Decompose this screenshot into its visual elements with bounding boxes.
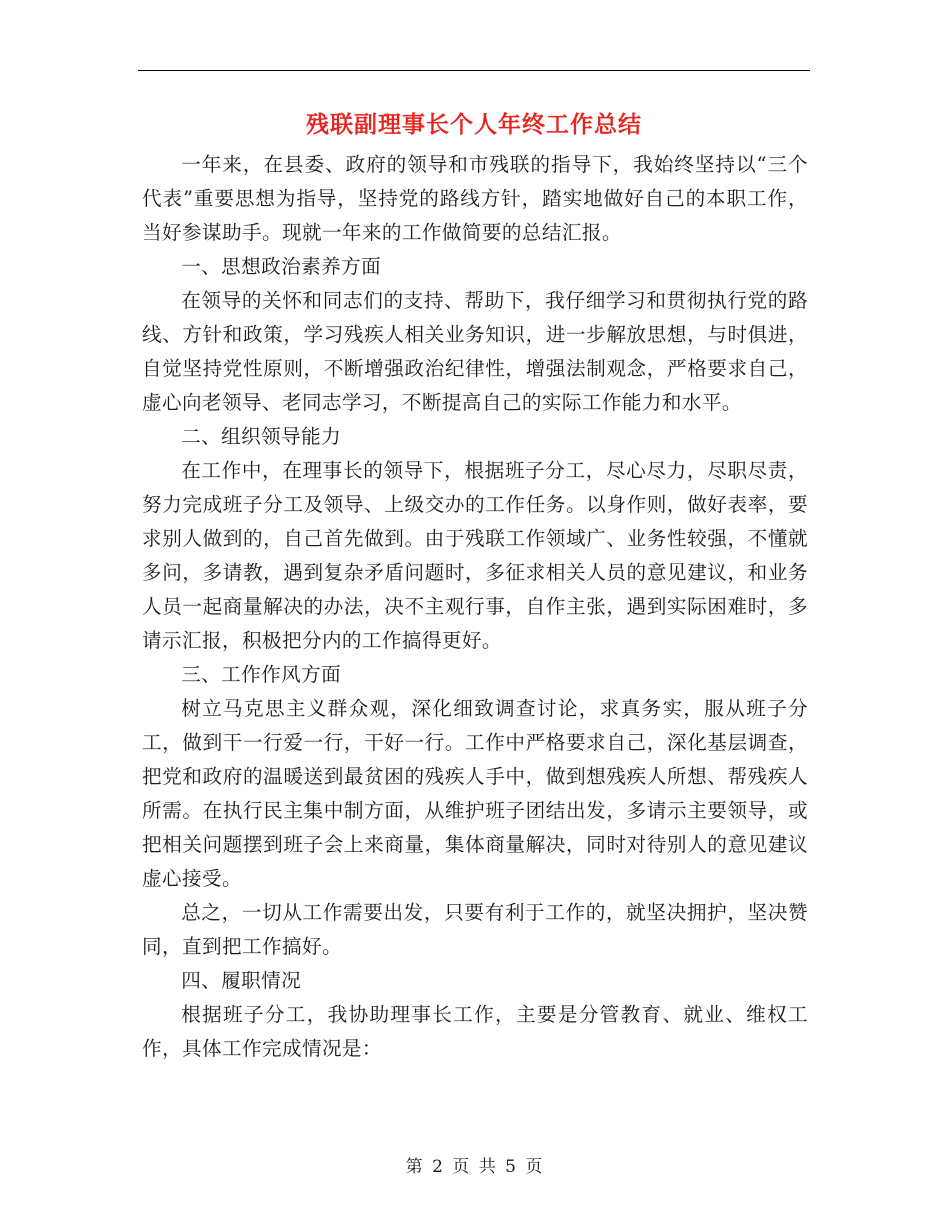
paragraph-summary: 总之，一切从工作需要出发，只要有利于工作的，就坚决拥护，坚决赞同，直到把工作搞好。 bbox=[142, 901, 808, 958]
paragraph-work-style: 树立马克思主义群众观，深化细致调查讨论，求真务实，服从班子分工，做到干一行爱一行，干好一行。工作中严格要求自己，深化基层调查，把党和政府的温暖送到最贫困的残疾人手中，做到想残疾人所想、帮残疾人所需。在执行民主集中制方面，从维护班子团结出发，多请示主要领导，或把相关问题摆到班子会上来商量，集体商量解决，同时对待别人的意见建议虚心接受。 bbox=[142, 697, 808, 890]
document-title: 残联副理事长个人年终工作总结 bbox=[306, 112, 642, 138]
section-heading-2: 二、组织领导能力 bbox=[181, 425, 342, 448]
section-heading-3: 三、工作作风方面 bbox=[181, 663, 342, 686]
page-number: 第 2 页 共 5 页 bbox=[405, 1157, 545, 1177]
paragraph-political: 在领导的关怀和同志们的支持、帮助下，我仔细学习和贯彻执行党的路线、方针和政策，学习残疾人相关业务知识，进一步解放思想，与时俱进，自觉坚持党性原则，不断增强政治纪律性，增强法制观念，严格要求自己，虚心向老领导、老同志学习，不断提高自己的实际工作能力和水平。 bbox=[142, 289, 808, 414]
section-heading-1: 一、思想政治素养方面 bbox=[181, 255, 382, 278]
section-heading-4: 四、履职情况 bbox=[181, 969, 302, 992]
paragraph-leadership: 在工作中，在理事长的领导下，根据班子分工，尽心尽力，尽职尽责，努力完成班子分工及领导、上级交办的工作任务。以身作则，做好表率，要求别人做到的，自己首先做到。由于残联工作领域广、业务性较强，不懂就多问，多请教，遇到复杂矛盾问题时，多征求相关人员的意见建议，和业务人员一起商量解决的办法，决不主观行事，自作主张，遇到实际困难时，多请示汇报，积极把分内的工作搞得更好。 bbox=[142, 459, 808, 652]
document-body bbox=[142, 148, 808, 1066]
paragraph-duties: 根据班子分工，我协助理事长工作，主要是分管教育、就业、维权工作，具体工作完成情况是： bbox=[142, 1003, 808, 1060]
paragraph-intro: 一年来，在县委、政府的领导和市残联的指导下，我始终坚持以“三个代表”重要思想为指导，坚持党的路线方针，踏实地做好自己的本职工作，当好参谋助手。现就一年来的工作做简要的总结汇报。 bbox=[142, 153, 808, 244]
header-rule bbox=[138, 70, 810, 71]
